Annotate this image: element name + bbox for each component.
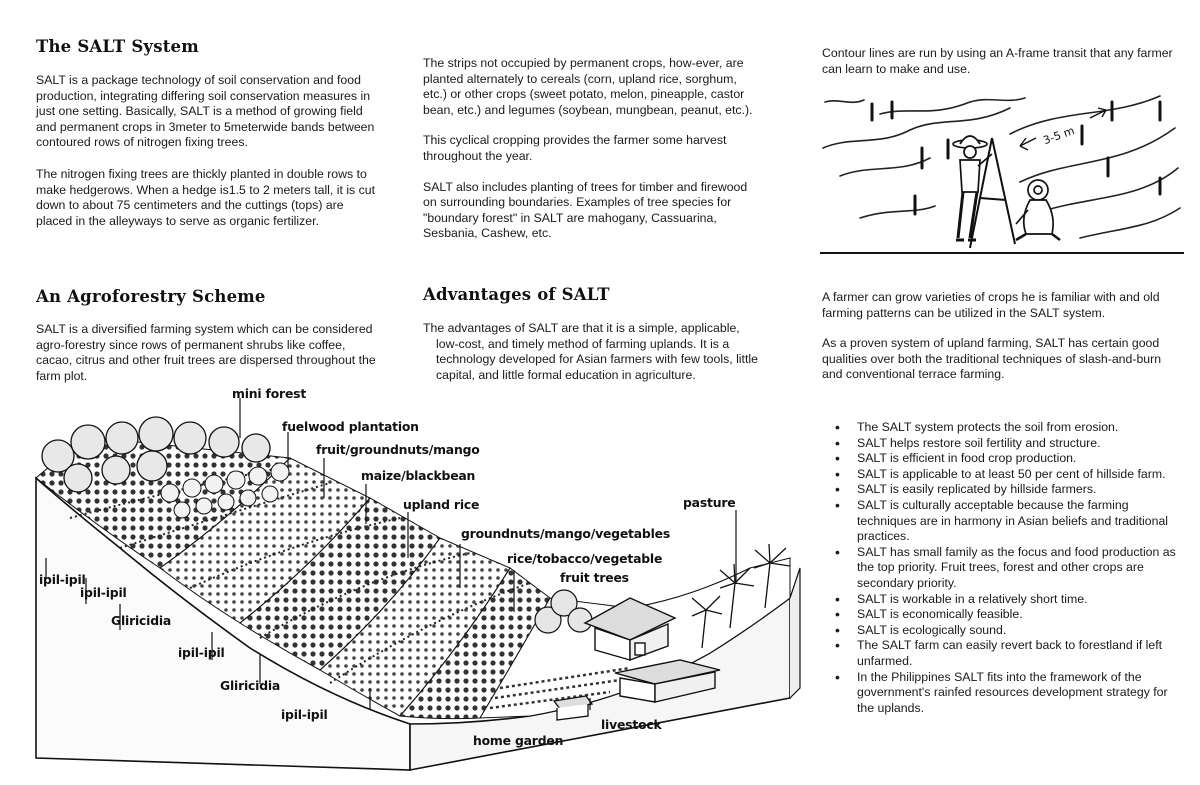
bullet-item: • SALT helps restore soil fertility and structure. [822, 436, 1184, 452]
label-upland-rice: upland rice [403, 497, 480, 512]
advantages-paragraph: The advantages of SALT are that it is a simple, applicable, low-cost, and timely method of farming uplands. It is a technology developed for Asian farmers with few tools, little capital, and little formal education in agriculture. [423, 321, 758, 382]
agroforestry-paragraph: SALT is a diversified farming system which can be considered agro-forestry since rows of permanent shrubs like coffee, cacao, citrus and other fruit trees are dispersed throughout the farm plot. [36, 322, 376, 383]
contour-section [822, 46, 1184, 77]
cropping-section [423, 56, 753, 242]
bullet-item: • SALT is economically feasible. [822, 607, 1184, 623]
label-ipil-ipil-4: ipil-ipil [281, 707, 328, 722]
label-fuelwood-plantation: fuelwood plantation [282, 419, 419, 434]
contour-line [1080, 208, 1180, 238]
bullet-item: • SALT has small family as the focus and food production as the top priority. Fruit trees, forest and other crops are secondary priority. [822, 545, 1184, 592]
label-livestock: livestock [601, 717, 662, 732]
contour-line [860, 206, 935, 218]
fuelwood-tree [183, 479, 201, 497]
bullet-item: • SALT is easily replicated by hillside farmers. [822, 482, 1184, 498]
fruit-tree [568, 608, 592, 632]
salt-system-heading: The SALT System [36, 37, 199, 56]
contour-line [840, 158, 930, 176]
label-mini-forest: mini forest [232, 386, 307, 401]
agroforestry-section [36, 287, 376, 384]
label-gliricidia-2: Gliricidia [220, 678, 281, 693]
fuelwood-tree [249, 467, 267, 485]
fuelwood-tree [218, 494, 234, 510]
label-gliricidia-1: Gliricidia [111, 613, 172, 628]
fuelwood-tree [262, 486, 278, 502]
contour-line [1010, 96, 1160, 134]
fuelwood-tree [240, 490, 256, 506]
fuelwood-tree [227, 471, 245, 489]
cyclical-paragraph: This cyclical cropping provides the farmer some harvest throughout the year. [423, 133, 727, 163]
bullet-item: • SALT is workable in a relatively short time. [822, 592, 1184, 608]
label-fruit-groundnuts-mango: fruit/groundnuts/mango [316, 442, 480, 457]
forest-tree [64, 464, 92, 492]
forest-tree [106, 422, 138, 454]
strips-paragraph: The strips not occupied by permanent crops, how-ever, are planted alternately to cereals (corn, upland rice, sorghum, etc.) or other crops (sweet potato, melon, pineapple, castor bean, etc.) and legumes (soybean, mungbean, peanut, etc.). [423, 56, 753, 117]
salt-system-section [36, 37, 376, 229]
fuelwood-tree [174, 502, 190, 518]
bullet-item: • SALT is efficient in food crop production. [822, 451, 1184, 467]
advantages-section [423, 285, 758, 383]
forest-tree [209, 427, 239, 457]
boundary-forest-paragraph: SALT also includes planting of trees for timber and firewood on surrounding boundaries. Examples of tree species for "boundary forest" in SALT are mahogany, Cassuarina, Sesbania, Cashew, etc. [423, 179, 748, 241]
salt-system-paragraph-2: The nitrogen fixing trees are thickly planted in double rows to make hedgerows. When a hedge is1.5 to 2 meters tall, it is cut down to about 75 centimeters and the cuttings (tops) are placed in the alleyways to serve as organic fertilizer. [36, 166, 376, 228]
forest-tree [102, 456, 130, 484]
farmer-body [960, 160, 980, 192]
label-ipil-ipil-2: ipil-ipil [80, 585, 127, 600]
fuelwood-tree [271, 463, 289, 481]
bullet-item: • SALT is applicable to at least 50 per cent of hillside farm. [822, 467, 1184, 483]
forest-tree [174, 422, 206, 454]
bullet-item: • The SALT system protects the soil from erosion. [822, 420, 1184, 436]
fuelwood-tree [196, 498, 212, 514]
label-fruit-trees: fruit trees [560, 570, 629, 585]
advantages-heading: Advantages of SALT [423, 285, 610, 304]
crouching-farmer-body [1024, 200, 1053, 234]
label-ipil-ipil-1: ipil-ipil [39, 572, 86, 587]
distance-label: 3-5 m [1041, 124, 1077, 148]
forest-tree [137, 451, 167, 481]
agroforestry-heading: An Agroforestry Scheme [36, 287, 266, 306]
contour-line [825, 100, 864, 102]
label-groundnuts-mango-vegetables: groundnuts/mango/vegetables [461, 526, 671, 541]
bullet-item: • In the Philippines SALT fits into the framework of the government's rainfed resources development strategy for the uplands. [822, 670, 1184, 717]
small-shed [554, 696, 592, 720]
label-maize-blackbean: maize/blackbean [361, 468, 476, 483]
crop-varieties-paragraph: A farmer can grow varieties of crops he is familiar with and old farming patterns can be utilized in the SALT system. [822, 290, 1160, 320]
label-home-garden: home garden [473, 733, 564, 748]
crops-section [822, 290, 1184, 383]
label-pasture: pasture [683, 495, 736, 510]
bullet-item: • SALT is culturally acceptable because the farming techniques are in harmony in Asian beliefs and traditional practices. [822, 498, 1184, 545]
a-frame-paragraph: Contour lines are run by using an A-frame transit that any farmer can learn to make and use. [822, 46, 1173, 76]
fuelwood-tree [161, 484, 179, 502]
bullet-item: • SALT is ecologically sound. [822, 623, 1184, 639]
bullet-item: • The SALT farm can easily revert back to forestland if left unfarmed. [822, 638, 1184, 669]
a-frame-sketch [820, 88, 1184, 256]
forest-tree [139, 417, 173, 451]
salt-system-paragraph-1: SALT is a package technology of soil conservation and food production, integrating differing soil conservation measures in just one setting. Basically, SALT is a method of growing field and permanent crops in 3meter to 5meterwide bands between contoured rows of nitrogen fixing trees. [36, 73, 375, 150]
advantages-bullet-list [822, 420, 1184, 716]
proven-system-paragraph: As a proven system of upland farming, SALT has certain good qualities over both the traditional techniques of slash-and-burn and conventional terrace farming. [822, 336, 1162, 382]
forest-tree [71, 425, 105, 459]
forest-tree [242, 434, 270, 462]
label-ipil-ipil-3: ipil-ipil [178, 645, 225, 660]
measure-arrow-left [1020, 138, 1036, 150]
label-rice-tobacco-vegetable: rice/tobacco/vegetable [507, 551, 663, 566]
fuelwood-tree [205, 475, 223, 493]
